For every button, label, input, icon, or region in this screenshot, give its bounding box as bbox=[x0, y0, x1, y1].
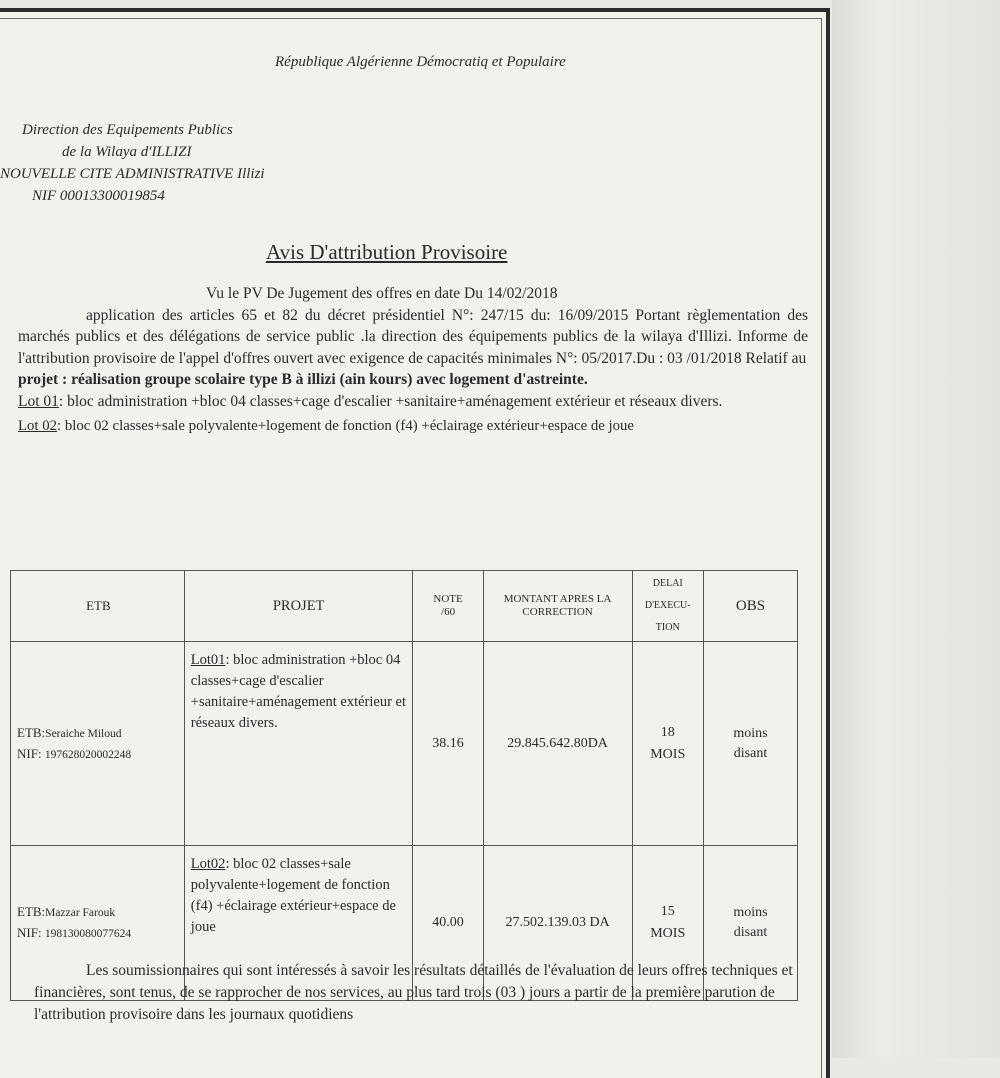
background-newspaper bbox=[832, 0, 1000, 1058]
header-delai-line3: TION bbox=[655, 622, 680, 633]
header-delai-line1: DELAI bbox=[652, 578, 683, 589]
lot2-text: : bloc 02 classes+sale polyvalente+logement de fonction (f4) +éclairage extérieur+espace de joue bbox=[57, 418, 634, 434]
header-delai bbox=[632, 571, 703, 642]
obs-line2: disant bbox=[733, 745, 768, 761]
issuer-block bbox=[0, 119, 300, 207]
issuer-address: NOUVELLE CITE ADMINISTRATIVE Illizi bbox=[0, 166, 265, 182]
body-para-articles bbox=[18, 305, 808, 370]
header-etb: ETB bbox=[11, 571, 185, 642]
cell-projet bbox=[184, 642, 413, 846]
etb-prefix: ETB: bbox=[17, 724, 46, 740]
header-note bbox=[413, 571, 483, 642]
etb-prefix: ETB: bbox=[17, 904, 46, 919]
body-articles-text: application des articles 65 et 82 du décret présidentiel N°: 247/15 du: 16/09/2015 Portant règlementation des marchés publics et des délégations de service public .la direction des équipements publics de la wilaya d'Illizi. Informe de l'attribution provisoire de l'appel d'offres ouvert avec exigence de capacités minimales N°: 05/2017.Du : 03 /01/2018 Relatif au bbox=[18, 306, 808, 367]
header-montant-line2: CORRECTION bbox=[522, 606, 593, 618]
nif-line bbox=[17, 923, 183, 944]
etb-name: Seraiche Miloud bbox=[45, 727, 122, 740]
etb-line bbox=[17, 902, 183, 923]
etb-name: Mazzar Farouk bbox=[45, 907, 116, 919]
results-table bbox=[10, 570, 798, 1001]
nif-prefix: NIF: bbox=[17, 745, 45, 761]
header-delai-line2: D'EXECU- bbox=[644, 600, 691, 611]
cell-projet-text: : bloc administration +bloc 04 classes+cage d'escalier +sanitaire+aménagement extérieur et réseaux divers. bbox=[190, 652, 407, 731]
issuer-nif: NIF 00013300019854 bbox=[32, 188, 165, 204]
cell-projet-text: : bloc 02 classes+sale polyvalente+logement de fonction (f4) +éclairage extérieur+espace de joue bbox=[190, 856, 396, 935]
notice-title: Avis D'attribution Provisoire bbox=[266, 240, 508, 264]
cell-note: 40.00 bbox=[413, 846, 483, 1001]
table-header-row bbox=[11, 571, 798, 642]
header-montant bbox=[483, 571, 632, 642]
cell-montant: 29.845.642.80DA bbox=[483, 642, 632, 846]
issuer-direction: Direction des Equipements Publics bbox=[22, 122, 233, 138]
nif-line bbox=[17, 744, 183, 765]
nif-value: 197628020002248 bbox=[44, 748, 132, 761]
lot1-label: Lot 01 bbox=[18, 392, 59, 410]
obs-line1: moins bbox=[733, 725, 768, 741]
delai-unit: MOIS bbox=[650, 746, 686, 762]
projet-text: réalisation groupe scolaire type B à illizi (ain kours) avec logement d'astreinte. bbox=[71, 371, 588, 388]
body-projet bbox=[18, 369, 808, 391]
cell-etb bbox=[11, 642, 185, 846]
nif-prefix: NIF: bbox=[17, 925, 45, 940]
closing-paragraph: Les soumissionnaires qui sont intéressés à savoir les résultats détaillés de l'évaluation de leurs offres techniques et financières, sont tenus, de se rapprocher de nos services, au plus tard trois (03 ) jours a partir de la première parution de l'attribution provisoire dans les journaux quotidiens bbox=[34, 962, 793, 1023]
republic-header: République Algérienne Démocratiq et Populaire bbox=[275, 54, 566, 70]
header-note-line2: /60 bbox=[441, 606, 456, 618]
nif-value: 198130080077624 bbox=[44, 928, 132, 940]
closing-text bbox=[34, 960, 824, 1026]
body-lot1 bbox=[18, 391, 808, 413]
body-lot2 bbox=[18, 416, 808, 438]
notice-body bbox=[18, 283, 808, 438]
header-note-line1: NOTE bbox=[433, 593, 463, 605]
etb-line bbox=[17, 723, 183, 744]
delai-num: 15 bbox=[660, 904, 675, 919]
cell-montant: 27.502.139.03 DA bbox=[483, 846, 632, 1001]
header-obs: OBS bbox=[703, 571, 797, 642]
projet-prefix: projet : bbox=[18, 371, 72, 388]
delai-unit: MOIS bbox=[650, 926, 686, 941]
table-row bbox=[11, 642, 798, 846]
cell-lot-label: Lot02 bbox=[190, 856, 226, 872]
obs-line2: disant bbox=[733, 925, 768, 940]
header-montant-line1: MONTANT APRES LA bbox=[503, 593, 612, 605]
delai-num: 18 bbox=[660, 724, 675, 740]
obs-line1: moins bbox=[733, 905, 768, 920]
lot2-label: Lot 02 bbox=[18, 418, 58, 434]
cell-note: 38.16 bbox=[413, 642, 483, 846]
cell-obs bbox=[703, 642, 797, 846]
body-para-pv: Vu le PV De Jugement des offres en date Du 14/02/2018 bbox=[206, 285, 558, 302]
cell-lot-label: Lot01 bbox=[190, 652, 226, 668]
lot1-text: : bloc administration +bloc 04 classes+cage d'escalier +sanitaire+aménagement extérieur et réseaux divers. bbox=[58, 392, 723, 410]
header-projet: PROJET bbox=[184, 571, 413, 642]
cell-delai bbox=[632, 642, 703, 846]
issuer-wilaya: de la Wilaya d'ILLIZI bbox=[62, 144, 192, 160]
